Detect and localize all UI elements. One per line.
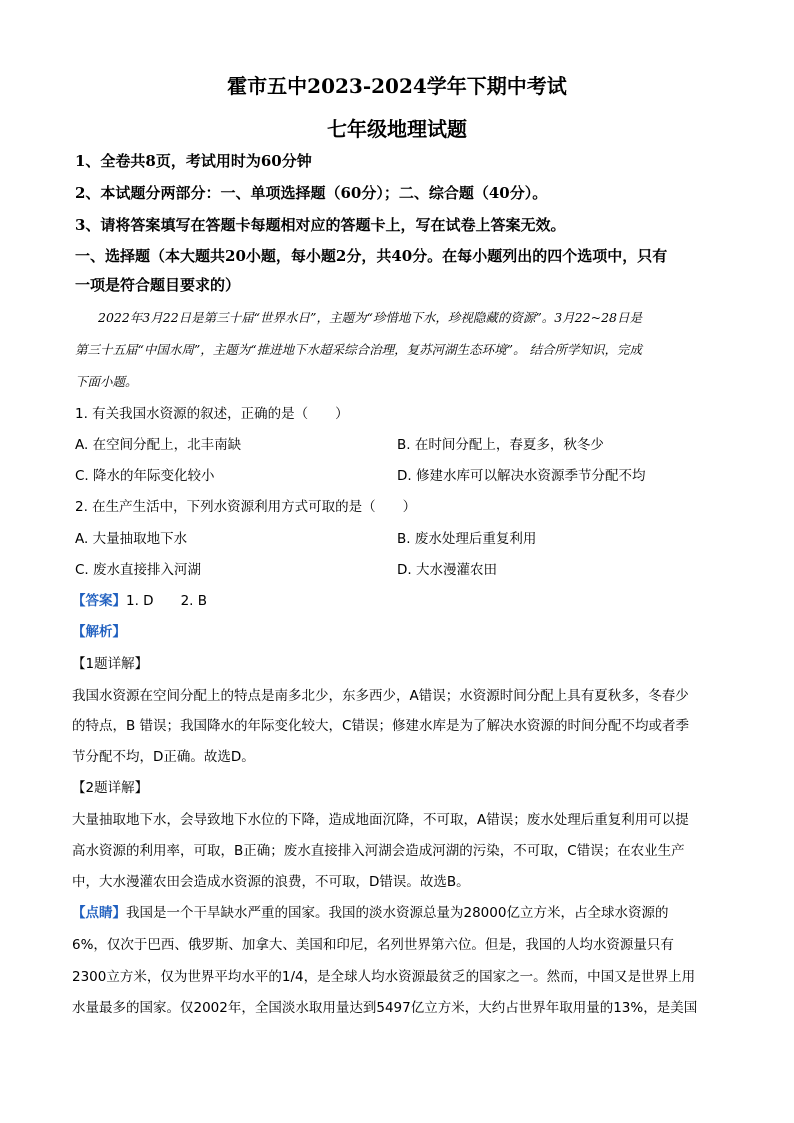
section-heading-line1: 一、选择题（本大题共20小题，每小题2分，共40分。在每小题列出的四个选项中，只有: [75, 247, 668, 265]
question-2-option-c: C. 废水直接排入河湖: [75, 562, 202, 578]
detail-1-heading: 【1题详解】: [72, 656, 149, 672]
detail-1-line-1: 我国水资源在空间分配上的特点是南多北少，东多西少，A错误；水资源时间分配上具有夏秋多，冬春少: [72, 688, 689, 704]
tip-line-4: 水量最多的国家。仅2002年，全国淡水取用量达到5497亿立方米，大约占世界年取用量的13%，是美国: [72, 1000, 698, 1016]
answer-text: 1. D 2. B: [126, 593, 207, 609]
question-1-option-c: C. 降水的年际变化较小: [75, 468, 215, 484]
passage-line-2: 第三十五届“中国水周”，主题为“推进地下水超采综合治理，复苏河湖生态环境”。 结合所学知识，完成: [75, 342, 643, 357]
question-1-option-a: A. 在空间分配上，北丰南缺: [75, 437, 242, 453]
question-2-stem: 2. 在生产生活中，下列水资源利用方式可取的是（ ）: [75, 499, 417, 515]
detail-2-line-3: 中，大水漫灌农田会造成水资源的浪费，不可取，D错误。故选B。: [72, 874, 470, 890]
detail-1-line-2: 的特点，B 错误；我国降水的年际变化较大，C错误；修建水库是为了解决水资源的时间分配不均或者季: [72, 718, 689, 734]
question-1-option-d: D. 修建水库可以解决水资源季节分配不均: [397, 468, 646, 484]
section-heading-line2: 一项是符合题目要求的）: [75, 276, 241, 294]
detail-2-heading: 【2题详解】: [72, 780, 149, 796]
question-2-option-d: D. 大水漫灌农田: [397, 562, 497, 578]
answer-line: [72, 589, 207, 609]
answer-tag: 【答案】: [72, 593, 126, 609]
tip-tag: 【点睛】: [72, 905, 126, 921]
tip-line-2: 6%，仅次于巴西、俄罗斯、加拿大、美国和印尼，名列世界第六位。但是，我国的人均水资源量只有: [72, 937, 674, 953]
instruction-1: 1、全卷共8页，考试用时为60分钟: [75, 152, 312, 170]
tip-line-3: 2300立方米，仅为世界平均水平的1/4，是全球人均水资源最贫乏的国家之一。然而，中国又是世界上用: [72, 969, 696, 985]
passage-line-1: 2022年3月22日是第三十届“世界水日”，主题为“珍惜地下水，珍视隐藏的资源”。3月22~28日是: [98, 310, 642, 325]
detail-2-line-2: 高水资源的利用率，可取，B正确；废水直接排入河湖会造成河湖的污染，不可取，C错误；在农业生产: [72, 843, 685, 859]
instruction-3: 3、请将答案填写在答题卡每题相对应的答题卡上，写在试卷上答案无效。: [75, 216, 566, 234]
question-2-option-b: B. 废水处理后重复利用: [397, 531, 537, 547]
detail-1-line-3: 节分配不均，D正确。故选D。: [72, 749, 255, 765]
passage-line-3: 下面小题。: [75, 374, 138, 389]
analysis-tag: 【解析】: [72, 624, 126, 640]
detail-2-line-1: 大量抽取地下水，会导致地下水位的下降，造成地面沉降，不可取，A错误；废水处理后重复利用可以提: [72, 812, 689, 828]
exam-title: 霍市五中2023-2024学年下期中考试: [227, 74, 567, 98]
tip-line-1: [72, 901, 668, 921]
question-1-option-b: B. 在时间分配上，春夏多，秋冬少: [397, 437, 604, 453]
tip-first-line: 我国是一个干旱缺水严重的国家。我国的淡水资源总量为28000亿立方米，占全球水资源的: [126, 905, 669, 921]
question-1-stem: 1. 有关我国水资源的叙述，正确的是（ ）: [75, 406, 349, 422]
exam-subtitle: 七年级地理试题: [327, 117, 467, 141]
instruction-2: 2、本试题分两部分：一、单项选择题（60分）；二、综合题（40分）。: [75, 184, 548, 202]
question-2-option-a: A. 大量抽取地下水: [75, 531, 188, 547]
analysis-line: [72, 620, 126, 640]
